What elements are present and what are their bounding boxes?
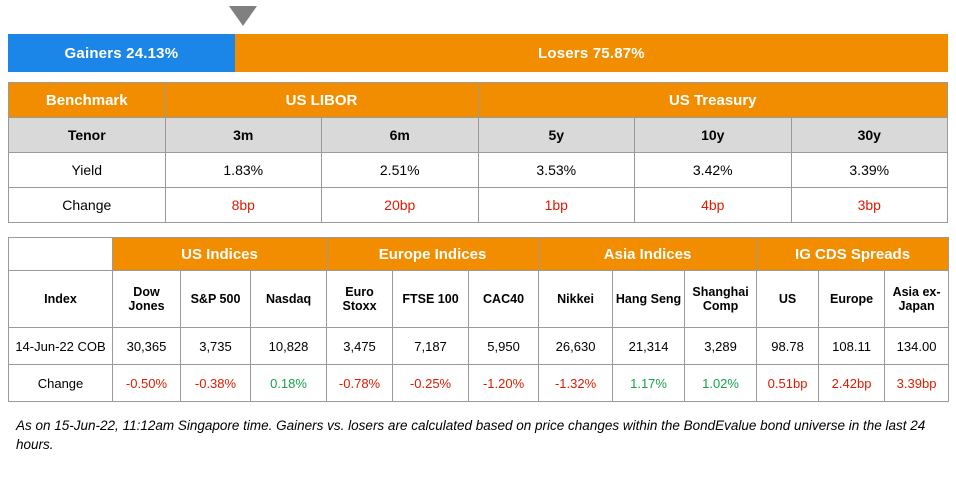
group-header-us-libor: US LIBOR [165,83,478,118]
table-row [9,271,949,328]
row-label-cob-date: 14-Jun-22 COB [9,328,113,365]
change-asia-ex-japan-cds: 3.39bp [885,365,949,402]
tenor-6m: 6m [322,118,479,153]
column-header-dow-jones: Dow Jones [113,271,181,328]
value-sp-500: 3,735 [181,328,251,365]
value-nikkei: 26,630 [539,328,613,365]
change-label: Change [9,188,166,223]
yield-6m: 2.51% [322,153,479,188]
change-shanghai-comp: 1.02% [685,365,757,402]
value-hang-seng: 21,314 [613,328,685,365]
spacer-cell [9,238,113,271]
row-label-change: Change [9,365,113,402]
indices-table [8,237,949,402]
value-nasdaq: 10,828 [251,328,327,365]
column-header-sp-500: S&P 500 [181,271,251,328]
group-header-ig-cds-spreads: IG CDS Spreads [757,238,949,271]
change-nikkei: -1.32% [539,365,613,402]
losers-label: Losers 75.87% [537,44,645,62]
gainers-losers-marker-row [8,0,948,34]
change-sp-500: -0.38% [181,365,251,402]
table-row [9,83,948,118]
tenor-30y: 30y [791,118,948,153]
group-header-asia-indices: Asia Indices [539,238,757,271]
yield-5y: 3.53% [478,153,635,188]
column-header-euro-stoxx: Euro Stoxx [327,271,393,328]
column-header-shanghai-comp: Shanghai Comp [685,271,757,328]
value-shanghai-comp: 3,289 [685,328,757,365]
yield-30y: 3.39% [791,153,948,188]
table-row [9,118,948,153]
tenor-label: Tenor [9,118,166,153]
tenor-3m: 3m [165,118,322,153]
column-header-nikkei: Nikkei [539,271,613,328]
group-header-europe-indices: Europe Indices [327,238,539,271]
benchmark-header: Benchmark [9,83,166,118]
change-europe-cds: 2.42bp [819,365,885,402]
change-10y: 4bp [635,188,792,223]
value-europe-cds: 108.11 [819,328,885,365]
column-header-hang-seng: Hang Seng [613,271,685,328]
split-marker-icon [229,6,257,26]
gainers-segment [8,34,235,72]
benchmark-rates-table [8,82,948,223]
table-row [9,153,948,188]
change-hang-seng: 1.17% [613,365,685,402]
losers-segment [235,34,948,72]
change-6m: 20bp [322,188,479,223]
footnote: As on 15-Jun-22, 11:12am Singapore time. Gainers vs. losers are calculated based on price changes within the BondEvalue bond universe in the last 24 hours. [16,418,926,452]
group-header-us-treasury: US Treasury [478,83,948,118]
change-us-cds: 0.51bp [757,365,819,402]
gainers-losers-bar [8,34,948,72]
table-row [9,188,948,223]
column-header-asia-ex-japan: Asia ex-Japan [885,271,949,328]
yield-3m: 1.83% [165,153,322,188]
yield-10y: 3.42% [635,153,792,188]
change-ftse-100: -0.25% [393,365,469,402]
value-euro-stoxx: 3,475 [327,328,393,365]
table-row [9,328,949,365]
value-dow-jones: 30,365 [113,328,181,365]
group-header-us-indices: US Indices [113,238,327,271]
change-euro-stoxx: -0.78% [327,365,393,402]
value-us-cds: 98.78 [757,328,819,365]
value-asia-ex-japan-cds: 134.00 [885,328,949,365]
indices-section [8,237,948,402]
column-header-nasdaq: Nasdaq [251,271,327,328]
change-dow-jones: -0.50% [113,365,181,402]
index-header: Index [9,271,113,328]
table-row [9,365,949,402]
change-nasdaq: 0.18% [251,365,327,402]
change-5y: 1bp [478,188,635,223]
column-header-cac40: CAC40 [469,271,539,328]
tenor-10y: 10y [635,118,792,153]
change-cac40: -1.20% [469,365,539,402]
change-30y: 3bp [791,188,948,223]
value-ftse-100: 7,187 [393,328,469,365]
value-cac40: 5,950 [469,328,539,365]
tenor-5y: 5y [478,118,635,153]
change-3m: 8bp [165,188,322,223]
column-header-us: US [757,271,819,328]
column-header-europe: Europe [819,271,885,328]
table-row [9,238,949,271]
column-header-ftse-100: FTSE 100 [393,271,469,328]
yield-label: Yield [9,153,166,188]
gainers-label: Gainers 24.13% [64,44,179,62]
